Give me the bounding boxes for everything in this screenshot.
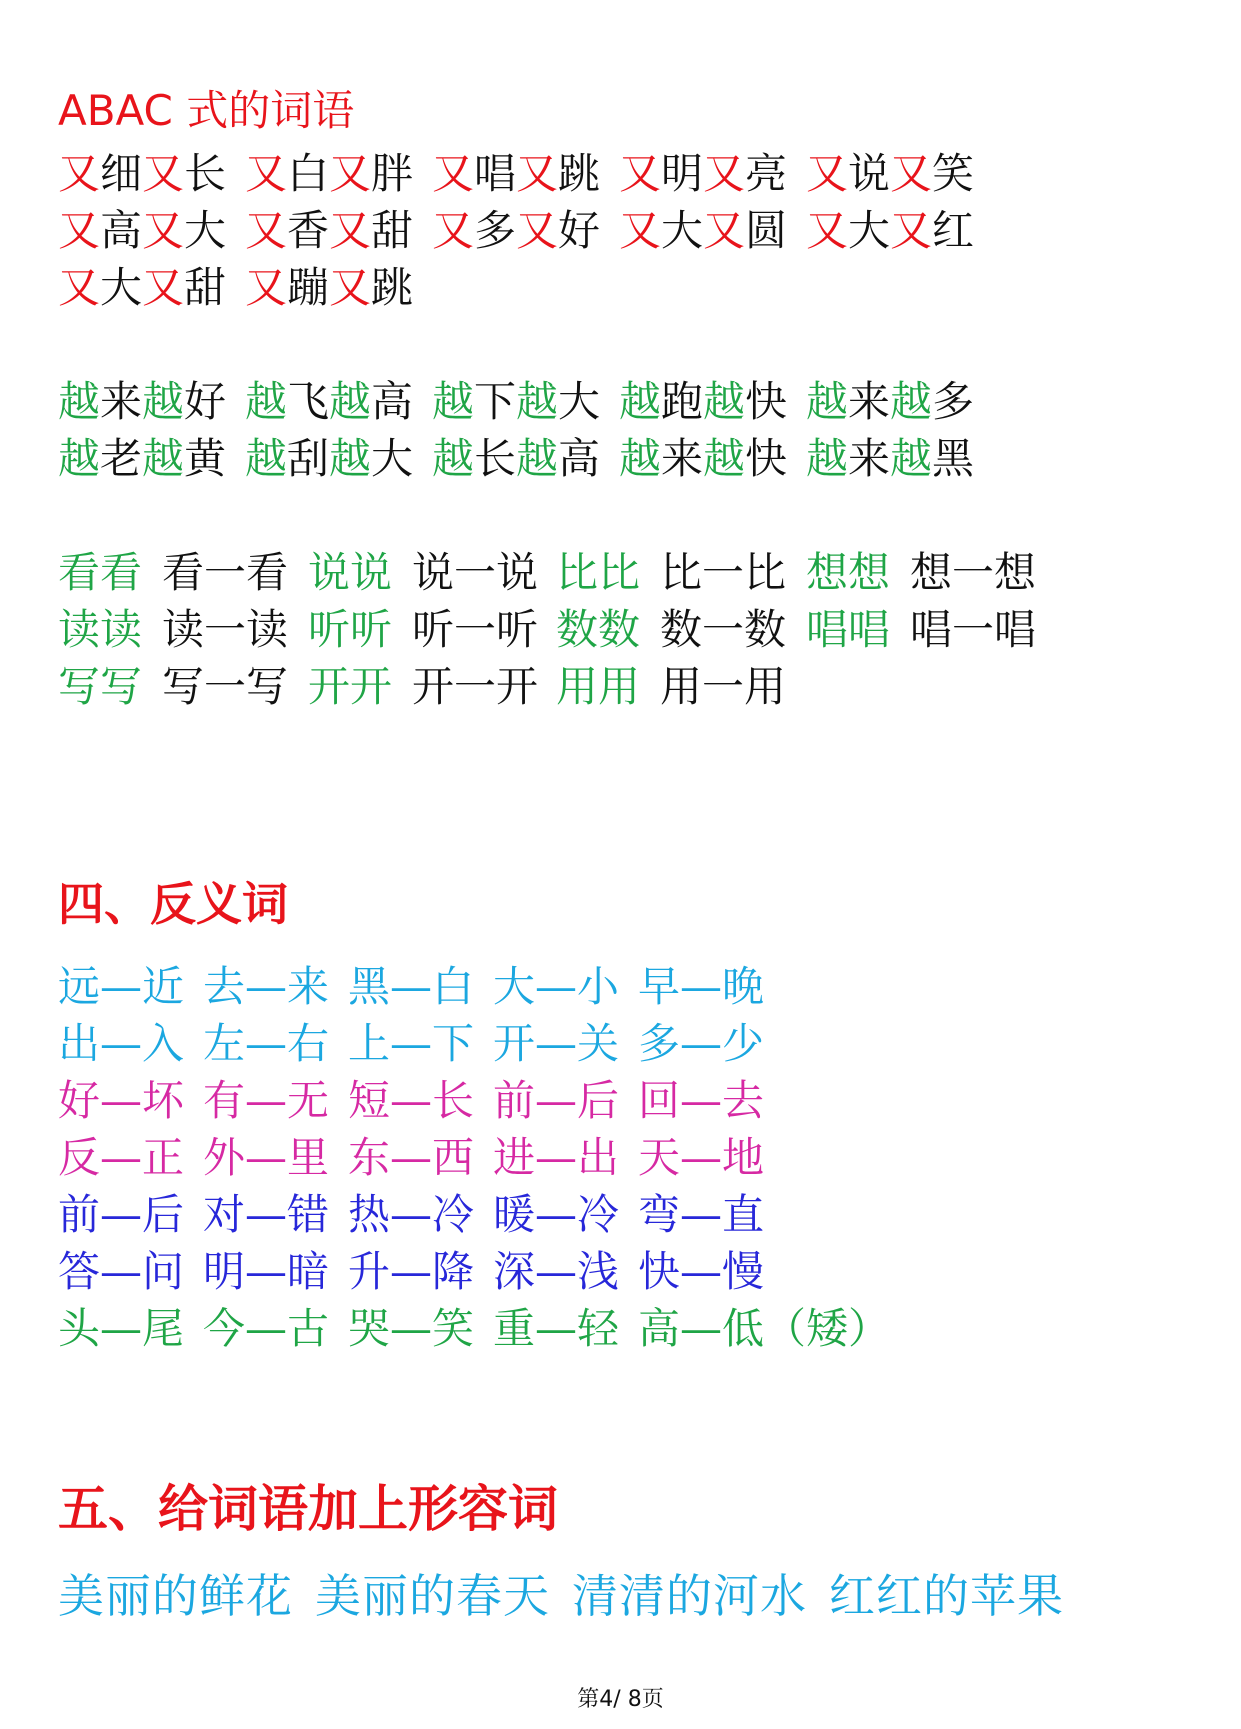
antonym-pair: 升—降: [348, 1247, 475, 1296]
repeat-word-short: 说说: [308, 548, 393, 597]
repeat-word-long: 比一比: [660, 548, 787, 597]
word: [58, 372, 226, 432]
adjective-phrase: 美丽的春天: [315, 1569, 550, 1623]
char: 长: [474, 434, 517, 483]
antonym-pair: 天—地: [638, 1133, 765, 1182]
antonym-pair: 高—低（矮）: [638, 1304, 891, 1353]
word: [245, 201, 413, 261]
char: 又: [58, 206, 101, 255]
char: 来: [848, 377, 891, 426]
char: 越: [619, 434, 662, 483]
repeat-word-long: 写一写: [162, 662, 289, 711]
char: 下: [474, 377, 517, 426]
antonym-pair: 进—出: [493, 1133, 620, 1182]
adjective-phrase: 美丽的鲜花: [58, 1569, 293, 1623]
char: 蹦: [287, 263, 330, 312]
antonym-pair: 上—下: [348, 1019, 475, 1068]
char: 越: [329, 434, 372, 483]
adjective-phrase: 清清的河水: [572, 1569, 807, 1623]
repeat-word-long: 数一数: [660, 605, 787, 654]
antonym-pair: 好—坏: [58, 1076, 185, 1125]
antonym-pair: 重—轻: [493, 1304, 620, 1353]
word: [619, 429, 787, 489]
word: [245, 258, 413, 318]
adjective-phrase-line: [58, 1560, 1086, 1626]
word: [806, 201, 974, 261]
char: 亮: [745, 149, 788, 198]
repeat-word-short: 开开: [308, 662, 393, 711]
char: 老: [100, 434, 143, 483]
antonym-pair: 短—长: [348, 1076, 475, 1125]
char: 胖: [371, 149, 414, 198]
char: 越: [806, 434, 849, 483]
char: 又: [890, 206, 933, 255]
char: 大: [661, 206, 704, 255]
antonym-pair: 前—后: [58, 1190, 185, 1239]
repeat-word-short: 写写: [58, 662, 143, 711]
word: [432, 144, 600, 204]
char: 多: [932, 377, 975, 426]
char: 白: [287, 149, 330, 198]
char: 越: [142, 434, 185, 483]
repeat-word-long: 开一开: [412, 662, 539, 711]
char: 越: [703, 434, 746, 483]
char: 黄: [184, 434, 227, 483]
char: 又: [432, 149, 475, 198]
antonym-pair: 头—尾: [58, 1304, 185, 1353]
page-number: 第4/ 8页: [577, 1687, 664, 1712]
word: [806, 144, 974, 204]
repeat-word-short: 用用: [556, 662, 641, 711]
word: [58, 429, 226, 489]
word: [619, 144, 787, 204]
char: 越: [516, 434, 559, 483]
char: 又: [245, 263, 288, 312]
char: 越: [432, 434, 475, 483]
char: 大: [558, 377, 601, 426]
char: 又: [890, 149, 933, 198]
char: 越: [245, 377, 288, 426]
antonym-pair: 今—古: [203, 1304, 330, 1353]
char: 甜: [371, 206, 414, 255]
repeat-word-long: 用一用: [660, 662, 787, 711]
char: 跑: [661, 377, 704, 426]
antonym-pair: 多—少: [638, 1019, 765, 1068]
repeat-word-short: 唱唱: [806, 605, 891, 654]
word: [245, 144, 413, 204]
char: 又: [703, 206, 746, 255]
char: 快: [745, 377, 788, 426]
char: 又: [619, 149, 662, 198]
char: 长: [184, 149, 227, 198]
antonym-pair: 东—西: [348, 1133, 475, 1182]
char: 越: [890, 434, 933, 483]
char: 好: [558, 206, 601, 255]
word: [806, 372, 974, 432]
char: 高: [371, 377, 414, 426]
char: 越: [58, 434, 101, 483]
antonym-pair: 暖—冷: [493, 1190, 620, 1239]
antonym-pair: 去—来: [203, 962, 330, 1011]
repeat-word-long: 听一听: [412, 605, 539, 654]
char: 刮: [287, 434, 330, 483]
repeat-word-short: 看看: [58, 548, 143, 597]
repeat-word-long: 读一读: [162, 605, 289, 654]
word: [245, 372, 413, 432]
char: 好: [184, 377, 227, 426]
adjective-phrase: 红红的苹果: [829, 1569, 1064, 1623]
char: 跳: [371, 263, 414, 312]
char: 又: [329, 206, 372, 255]
char: 又: [516, 206, 559, 255]
antonym-pair: 前—后: [493, 1076, 620, 1125]
section-title-adjectives: 五、给词语加上形容词: [58, 1479, 558, 1538]
word: [806, 429, 974, 489]
char: 快: [745, 434, 788, 483]
char: 又: [516, 149, 559, 198]
word: [619, 372, 787, 432]
antonym-pair: 对—错: [203, 1190, 330, 1239]
antonym-pair: 明—暗: [203, 1247, 330, 1296]
word: [619, 201, 787, 261]
char: 香: [287, 206, 330, 255]
char: 明: [661, 149, 704, 198]
char: 又: [806, 149, 849, 198]
char: 来: [100, 377, 143, 426]
section-title-abac: ABAC 式的词语: [58, 86, 355, 135]
word: [245, 429, 413, 489]
antonym-pair: 深—浅: [493, 1247, 620, 1296]
char: 越: [142, 377, 185, 426]
antonym-pair: 有—无: [203, 1076, 330, 1125]
char: 圆: [745, 206, 788, 255]
char: 大: [184, 206, 227, 255]
char: 越: [245, 434, 288, 483]
repeat-word-long: 唱一唱: [910, 605, 1037, 654]
char: 大: [100, 263, 143, 312]
char: 又: [619, 206, 662, 255]
char: 越: [432, 377, 475, 426]
repeat-word-long: 想一想: [910, 548, 1037, 597]
char: 多: [474, 206, 517, 255]
char: 又: [142, 149, 185, 198]
char: 越: [58, 377, 101, 426]
char: 红: [932, 206, 975, 255]
repeat-word-short: 想想: [806, 548, 891, 597]
antonym-pair: 回—去: [638, 1076, 765, 1125]
char: 高: [100, 206, 143, 255]
char: 来: [661, 434, 704, 483]
char: 又: [142, 263, 185, 312]
word: [58, 144, 226, 204]
char: 说: [848, 149, 891, 198]
char: 越: [329, 377, 372, 426]
word: [58, 258, 226, 318]
char: 又: [245, 149, 288, 198]
repeat-word-long: 说一说: [412, 548, 539, 597]
antonym-pair: 答—问: [58, 1247, 185, 1296]
char: 又: [142, 206, 185, 255]
repeat-word-short: 读读: [58, 605, 143, 654]
repeat-word-short: 数数: [556, 605, 641, 654]
repeat-word-short: 比比: [556, 548, 641, 597]
char: 笑: [932, 149, 975, 198]
char: 黑: [932, 434, 975, 483]
antonym-pair: 反—正: [58, 1133, 185, 1182]
char: 大: [371, 434, 414, 483]
antonym-pair: 哭—笑: [348, 1304, 475, 1353]
word: [58, 201, 226, 261]
char: 又: [432, 206, 475, 255]
char: 又: [806, 206, 849, 255]
antonym-pair: 热—冷: [348, 1190, 475, 1239]
repeat-word-short: 听听: [308, 605, 393, 654]
char: 跳: [558, 149, 601, 198]
char: 又: [703, 149, 746, 198]
antonym-pair: 外—里: [203, 1133, 330, 1182]
char: 又: [58, 149, 101, 198]
char: 又: [245, 206, 288, 255]
antonym-pair: 左—右: [203, 1019, 330, 1068]
antonym-pair: 开—关: [493, 1019, 620, 1068]
antonym-pair: 早—晚: [638, 962, 765, 1011]
antonym-pair: 大—小: [493, 962, 620, 1011]
char: 又: [329, 263, 372, 312]
char: 又: [329, 149, 372, 198]
antonym-pair: 出—入: [58, 1019, 185, 1068]
char: 细: [100, 149, 143, 198]
antonym-pair: 黑—白: [348, 962, 475, 1011]
char: 来: [848, 434, 891, 483]
word: [432, 429, 600, 489]
char: 越: [703, 377, 746, 426]
char: 越: [806, 377, 849, 426]
antonym-pair: 弯—直: [638, 1190, 765, 1239]
char: 飞: [287, 377, 330, 426]
char: 越: [516, 377, 559, 426]
word: [432, 201, 600, 261]
char: 大: [848, 206, 891, 255]
char: 越: [890, 377, 933, 426]
repeat-word-long: 看一看: [162, 548, 289, 597]
section-title-antonyms: 四、反义词: [58, 877, 288, 931]
word: [432, 372, 600, 432]
antonym-pair: 快—慢: [638, 1247, 765, 1296]
antonym-pair: 远—近: [58, 962, 185, 1011]
char: 高: [558, 434, 601, 483]
char: 甜: [184, 263, 227, 312]
char: 又: [58, 263, 101, 312]
char: 唱: [474, 149, 517, 198]
char: 越: [619, 377, 662, 426]
